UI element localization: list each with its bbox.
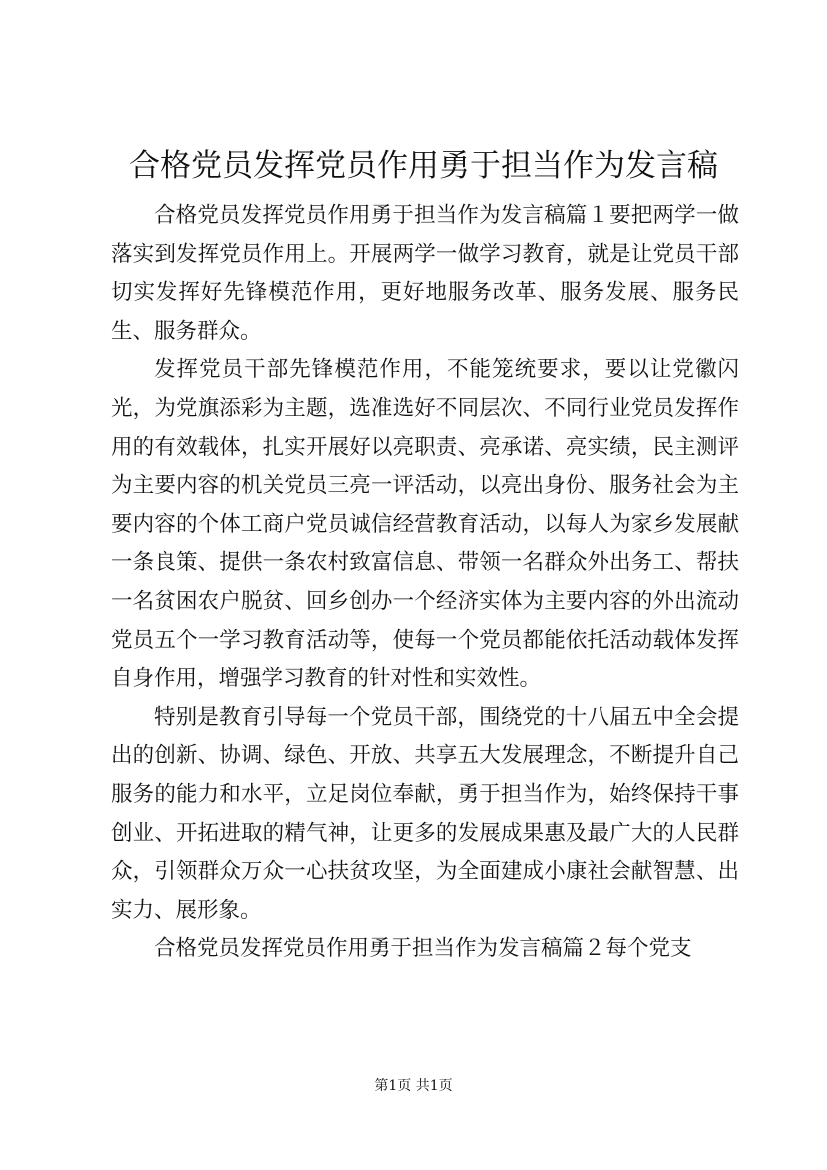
page-footer: 第1页 共1页 <box>374 1078 453 1094</box>
document-body <box>111 197 739 969</box>
paragraph-4: 合格党员发挥党员作用勇于担当作为发言稿篇２每个党支 <box>154 936 692 962</box>
document-title: 合格党员发挥党员作用勇于担当作为发言稿 <box>129 148 718 184</box>
paragraph-2: 发挥党员干部先锋模范作用，不能笼统要求，要以让党徽闪光，为党旗添彩为主题，选准选好不同层次、不同行业党员发挥作用的有效载体，扎实开展好以亮职责、亮承诺、亮实绩，民主测评为主要内容的机关党员三亮一评活动，以亮出身份、服务社会为主要内容的个体工商户党员诚信经营教育活动，以每人为家乡发展献一条良策、提供一条农村致富信息、带领一名群众外出务工、帮扶一名贫困农户脱贫、回乡创办一个经济实体为主要内容的外出流动党员五个一学习教育活动等，使每一个党员都能依托活动载体发挥自身作用，增强学习教育的针对性和实效性。 <box>111 357 739 692</box>
paragraph-1: 合格党员发挥党员作用勇于担当作为发言稿篇１要把两学一做落实到发挥党员作用上。开展两学一做学习教育，就是让党员干部切实发挥好先锋模范作用，更好地服务改革、服务发展、服务民生、服务群众。 <box>111 203 739 344</box>
paragraph-3: 特别是教育引导每一个党员干部，围绕党的十八届五中全会提出的创新、协调、绿色、开放、共享五大发展理念，不断提升自己服务的能力和水平，立足岗位奉献，勇于担当作为，始终保持干事创业、开拓进取的精气神，让更多的发展成果惠及最广大的人民群众，引领群众万众一心扶贫攻坚，为全面建成小康社会献智慧、出实力、展形象。 <box>111 704 739 923</box>
